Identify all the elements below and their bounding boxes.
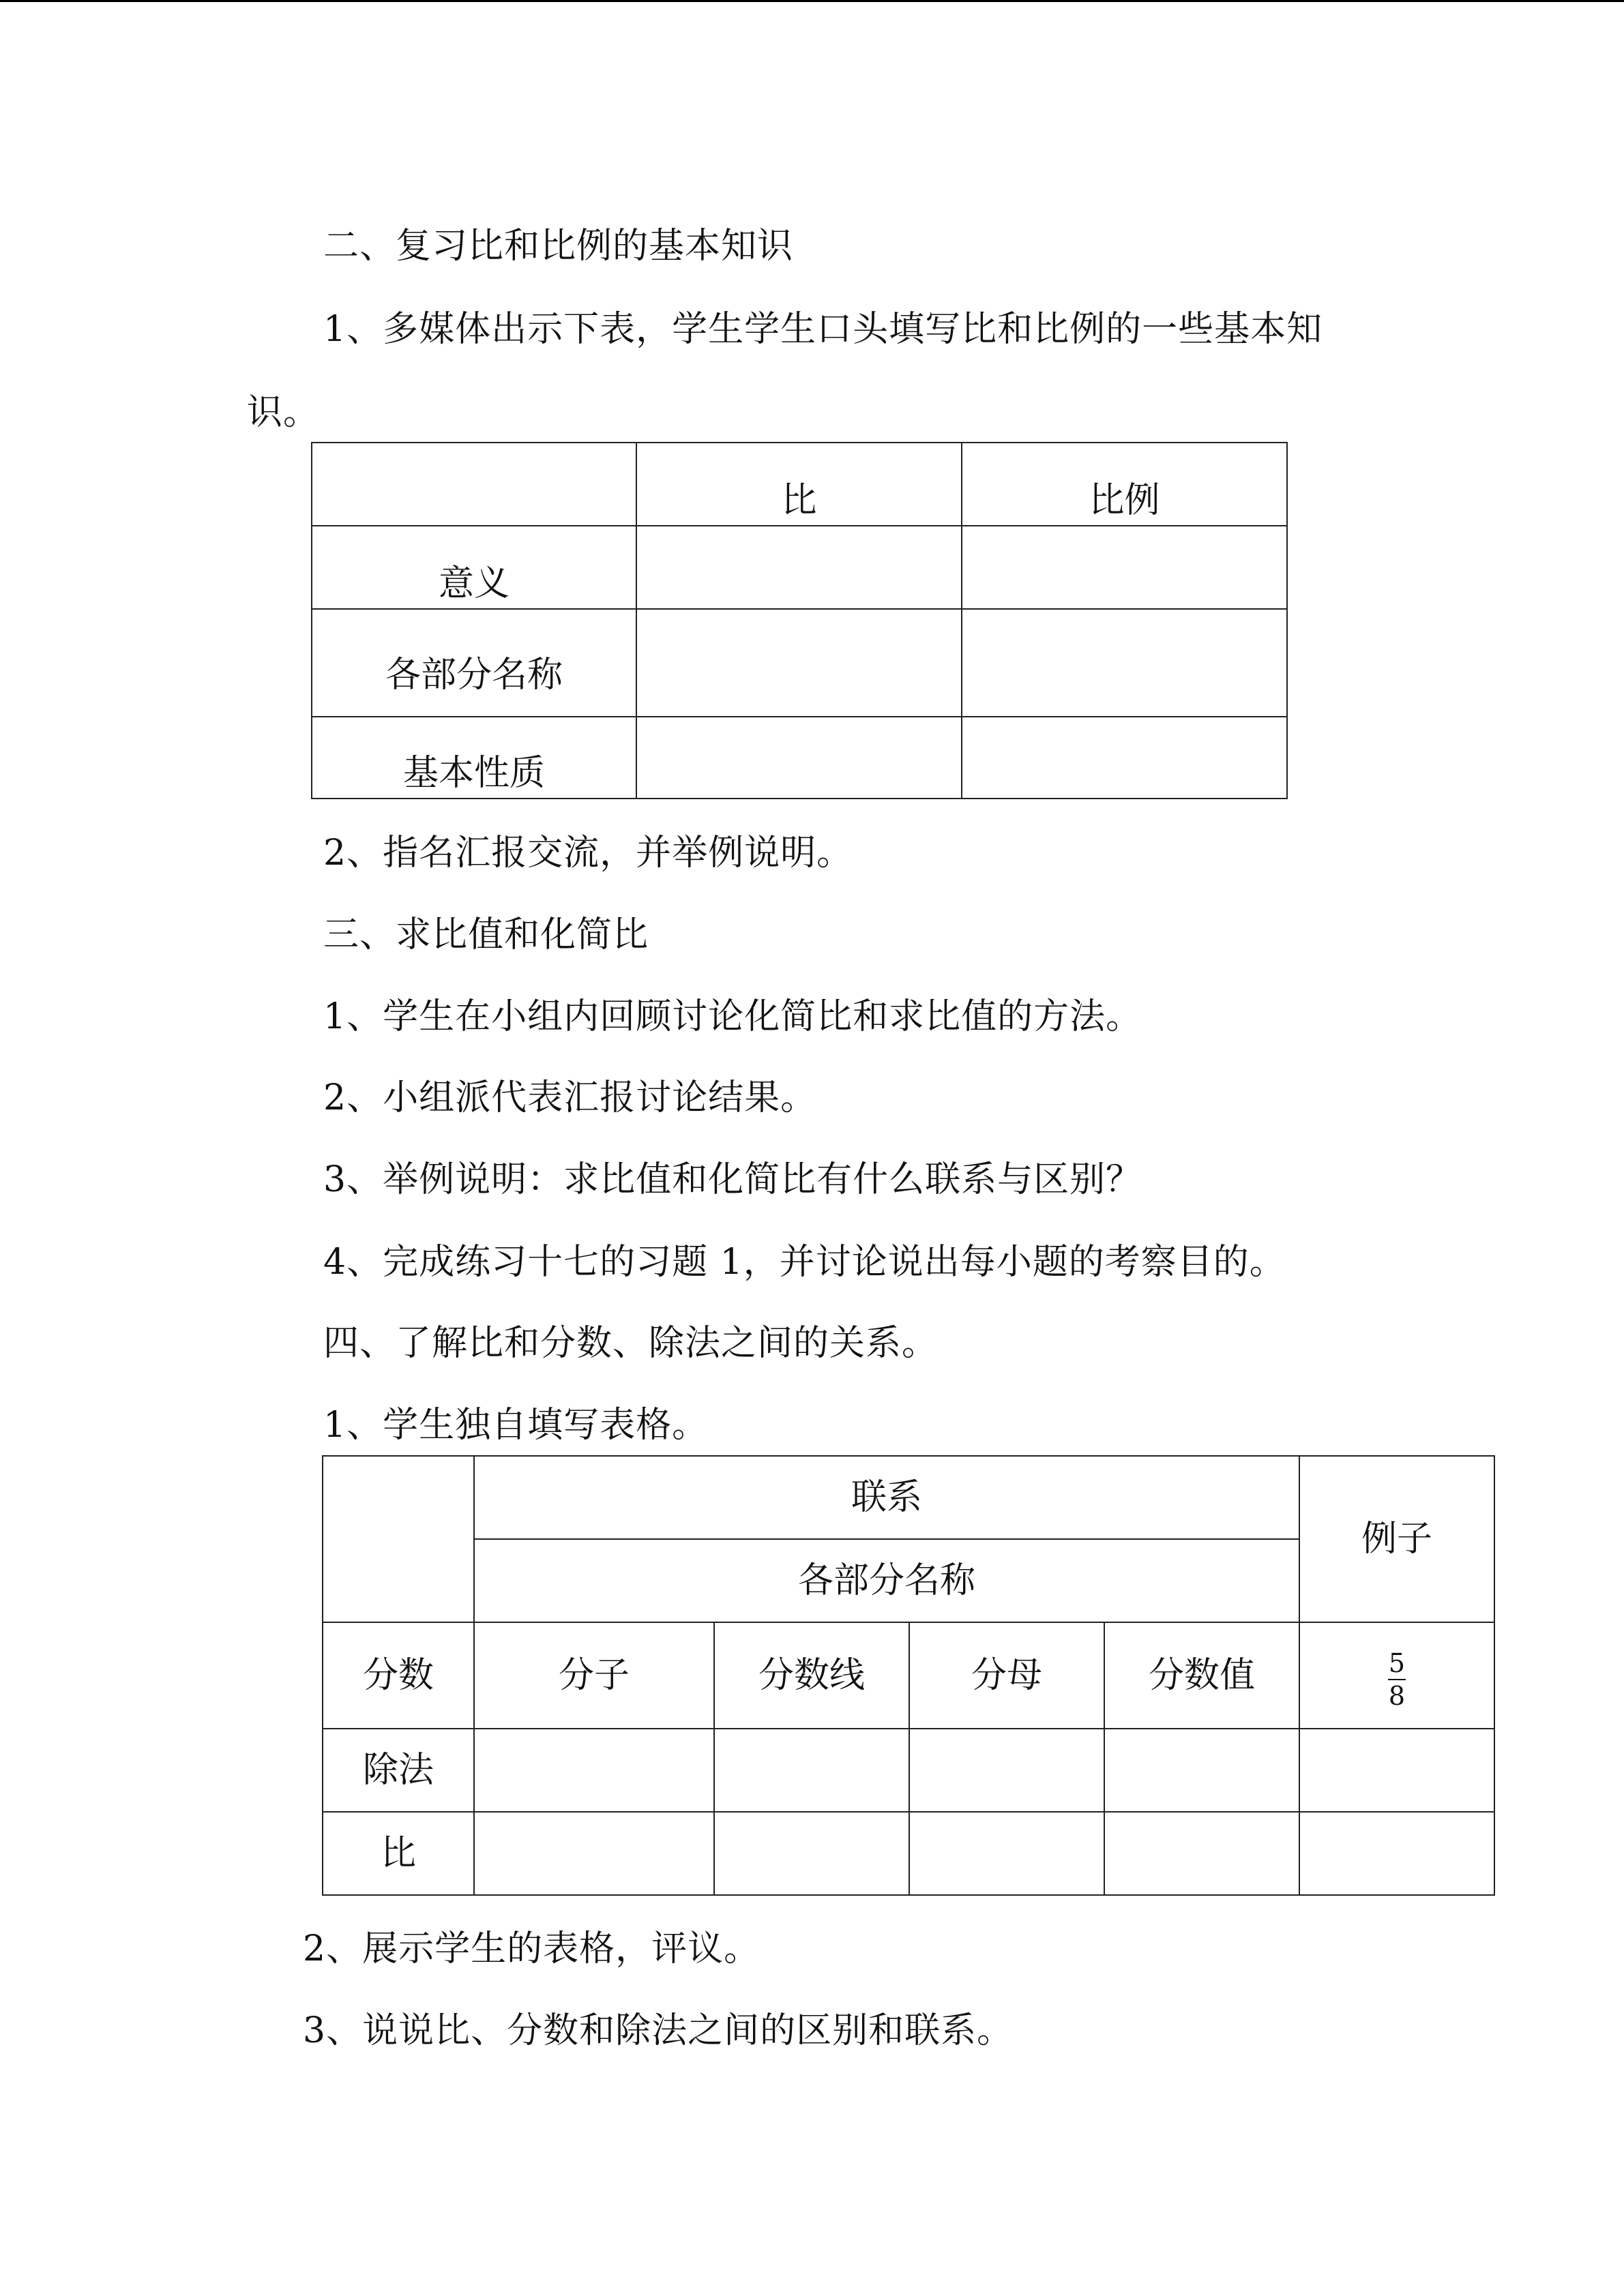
table2-cell[interactable] [1299,1729,1494,1812]
table2-header-example: 例子 [1299,1456,1494,1622]
table2-cell-denominator: 分母 [909,1622,1104,1729]
table1-corner-cell [312,443,636,526]
section-3-item-1: 1、学生在小组内回顾讨论化简比和求比值的方法。 [323,996,1142,1037]
section-2-item-1-line-2: 识。 [247,392,320,433]
section-4-heading: 四、了解比和分数、除法之间的关系。 [323,1323,939,1364]
section-4-item-1: 1、学生独自填写表格。 [323,1405,709,1446]
fraction-numerator: 5 [1388,1648,1406,1678]
table2-example-fraction-cell [1299,1622,1494,1729]
table2-header-connection: 联系 [474,1456,1299,1539]
section-2-item-2: 2、指名汇报交流，并举例说明。 [323,833,853,874]
section-3-item-3: 3、举例说明：求比值和化简比有什么联系与区别？ [323,1159,1142,1200]
section-2-item-1-line-1: 1、多媒体出示下表，学生学生口头填写比和比例的一些基本知 [323,309,1323,350]
table1-row-label-part-names: 各部分名称 [312,609,636,717]
section-3-item-2: 2、小组派代表汇报讨论结果。 [323,1077,817,1118]
table1-cell[interactable] [636,526,962,609]
fraction-bar [1388,1679,1406,1680]
table1-cell[interactable] [636,717,962,799]
section-3-item-4: 4、完成练习十七的习题 1，并讨论说出每小题的考察目的。 [323,1242,1286,1283]
table2-row-label-division: 除法 [323,1729,474,1812]
fraction-denominator: 8 [1388,1681,1406,1711]
section-3-heading: 三、求比值和化简比 [323,914,649,955]
table2-subheader-part-names: 各部分名称 [474,1539,1299,1622]
fraction-division-ratio-table [322,1455,1495,1896]
table2-row-label-fraction: 分数 [323,1622,474,1729]
table1-header-proportion: 比例 [962,443,1287,526]
example-fraction [1388,1648,1406,1711]
table1-row-label-meaning: 意义 [312,526,636,609]
table2-cell[interactable] [714,1729,909,1812]
table2-corner-cell [323,1456,474,1622]
table2-cell[interactable] [474,1812,714,1895]
table1-cell[interactable] [636,609,962,717]
table1-row-label-basic-property: 基本性质 [312,717,636,799]
table2-cell[interactable] [1104,1812,1299,1895]
table1-cell[interactable] [962,526,1287,609]
table1-cell[interactable] [962,609,1287,717]
table2-cell-fraction-value: 分数值 [1104,1622,1299,1729]
section-4-item-2: 2、展示学生的表格，评议。 [303,1928,761,1969]
table2-row-label-ratio: 比 [323,1812,474,1895]
table1-cell[interactable] [962,717,1287,799]
ratio-proportion-table [311,442,1288,799]
table2-cell-numerator: 分子 [474,1622,714,1729]
section-2-heading: 二、复习比和比例的基本知识 [323,226,794,267]
table2-cell[interactable] [714,1812,909,1895]
section-4-item-3: 3、说说比、分数和除法之间的区别和联系。 [303,2010,1014,2051]
table1-header-ratio: 比 [636,443,962,526]
table2-cell[interactable] [909,1729,1104,1812]
table2-cell-fraction-bar: 分数线 [714,1622,909,1729]
top-border-line [0,0,1624,2]
table2-cell[interactable] [1104,1729,1299,1812]
table2-cell[interactable] [909,1812,1104,1895]
table2-cell[interactable] [474,1729,714,1812]
table2-cell[interactable] [1299,1812,1494,1895]
